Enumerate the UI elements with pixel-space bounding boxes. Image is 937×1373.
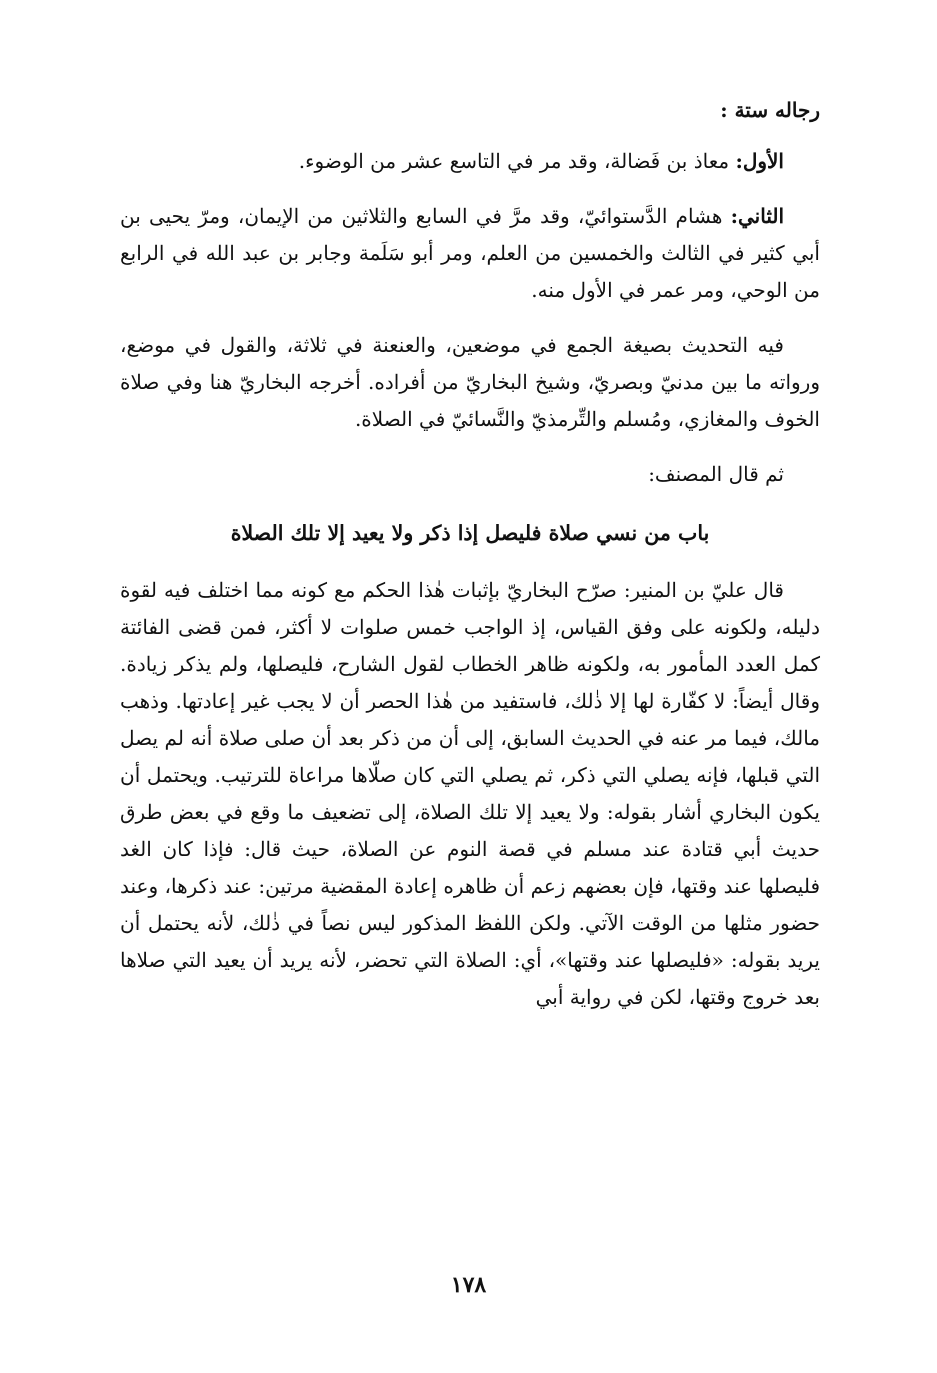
narrator-first-text: معاذ بن فَضالة، وقد مر في التاسع عشر من الوضوء. [298,149,730,173]
narrator-second-label: الثاني: [730,204,785,228]
narrator-first-label: الأول: [735,149,784,173]
page-number: ١٧٨ [450,1272,487,1298]
chapter-title: باب من نسي صلاة فليصل إذا ذكر ولا يعيد إلا تلك الصلاة [230,521,710,545]
page-body [120,92,820,1016]
commentary-paragraph: قال عليّ بن المنير: صرّح البخاريّ بإثبات هٰذا الحكم مع كونه مما اختلف فيه لقوة دليله، ولكونه على وفق القياس، إذ الواجب خمس صلوات لا أكثر، فمن قضى الفائتة كمل العدد المأمور به، ولكونه ظاهر الخطاب لقول الشارح، فليصلها، ولم يذكر زيادة. وقال أيضاً: لا كفّارة لها إلا ذٰلك، فاستفيد من هٰذا الحصر أن لا يجب غير إعادتها. وذهب مالك، فيما مر عنه في الحديث السابق، إلى أن من ذكر بعد أن صلى صلاة أنه لم يصل التي قبلها، فإنه يصلي التي ذكر، ثم يصلي التي كان صلّاها مراعاة للترتيب. ويحتمل أن يكون البخاري أشار بقوله: ولا يعيد إلا تلك الصلاة، إلى تضعيف ما وقع في بعض طرق حديث أبي قتادة عند مسلم في قصة النوم عن الصلاة، حيث قال: فإذا كان الغد فليصلها عند وقتها، فإن بعضهم زعم أن ظاهره إعادة المقضية مرتين: عند ذكرها، وعند حضور مثلها من الوقت الآتي. ولكن اللفظ المذكور ليس نصاً في ذٰلك، لأنه يحتمل أن يريد بقوله: «فليصلها عند وقتها»، أي: الصلاة التي تحضر، لأنه يريد أن يعيد التي صلاها بعد خروج وقتها، لكن في رواية أبي [120,578,821,1009]
chain-analysis-paragraph: فيه التحديث بصيغة الجمع في موضعين، والعنعنة في ثلاثة، والقول في موضع، ورواته ما بين مدنيّ وبصريّ، وشيخ البخاريّ من أفراده. أخرجه البخاريّ هنا وفي صلاة الخوف والمغازي، ومُسلم والتِّرمذيّ والنَّسائيّ في الصلاة. [120,333,820,431]
narrator-second [120,198,820,309]
narrator-first [120,143,820,180]
narrators-heading: رجاله ستة : [720,98,820,122]
author-transition: ثم قال المصنف: [648,462,784,486]
narrator-second-text: هشام الدَّستوائيّ، وقد مرَّ في السابع والثلاثين من الإيمان، ومرّ يحيى بن أبي كثير في الثالث والخمسين من العلم، ومر أبو سَلَمة وجابر بن عبد الله في الرابع من الوحي، ومر عمر في الأول منه. [120,204,820,302]
